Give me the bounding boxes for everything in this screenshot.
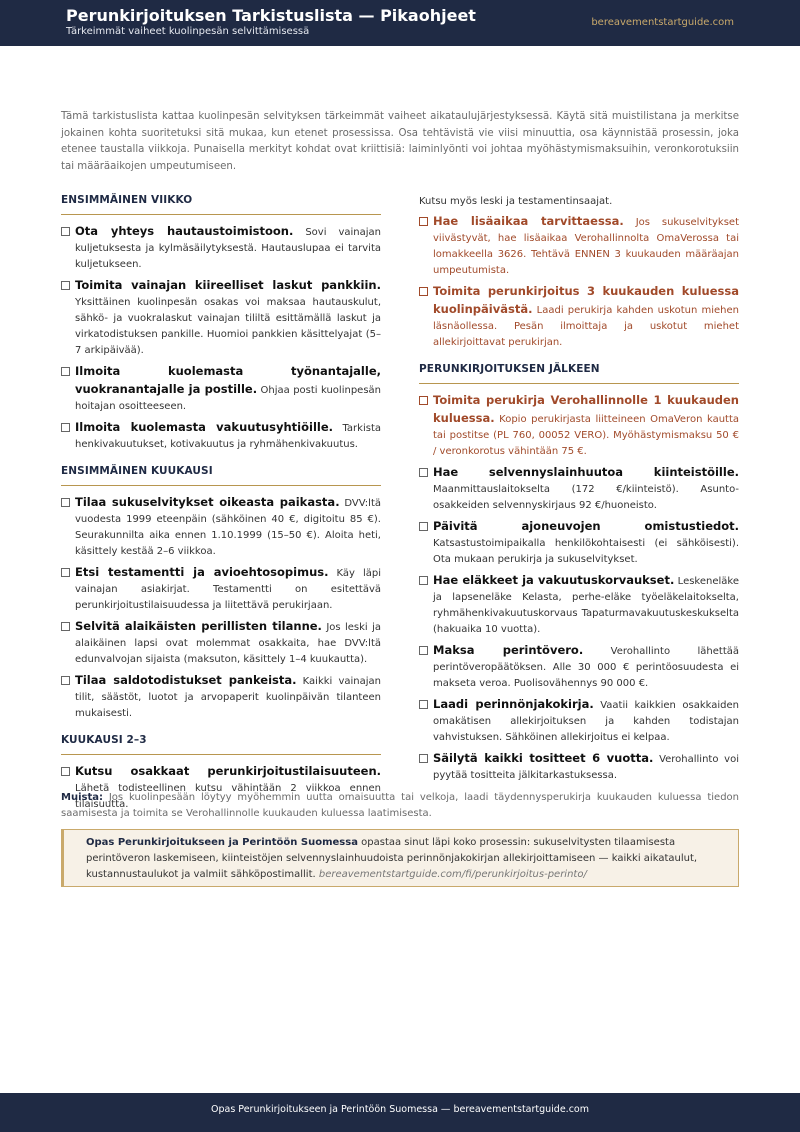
- item-description: Verohallinto voi pyytää tositteita jälkitarkastuksessa.: [433, 754, 739, 781]
- checkbox-icon[interactable]: [61, 676, 70, 685]
- checklist-item[interactable]: [419, 750, 739, 784]
- item-title: Laadi perinnönjakokirja.: [433, 697, 594, 711]
- checklist-item-critical[interactable]: [419, 283, 739, 351]
- header-site-link[interactable]: bereavementstartguide.com: [591, 17, 734, 28]
- item-title: Säilytä kaikki tositteet 6 vuotta.: [433, 751, 654, 765]
- item-title: Kutsu osakkaat perunkirjoitustilaisuuteen.: [75, 764, 381, 778]
- checkbox-icon[interactable]: [61, 367, 70, 376]
- item-description: Katsastustoimipaikalla henkilökohtaisesti (ei sähköisesti). Ota mukaan perukirja ja sukuselvitykset.: [433, 538, 739, 565]
- callout-text: opastaa sinut läpi koko prosessin: sukuselvitysten tilaamisesta perintöveron laskemiseen, kiinteistöjen selvennyslainhuudoista perinnönjakokirjan allekirjoittamiseen — kaikki aikataulut, kustannustaulukot ja valmiit sähköpostimallit.: [86, 837, 698, 880]
- footer: Opas Perunkirjoitukseen ja Perintöön Suomessa — bereavementstartguide.com: [0, 1093, 800, 1132]
- item-title: Toimita vainajan kiireelliset laskut pankkiin.: [75, 278, 381, 292]
- item-description: Leskeneläke ja lapseneläke Kelasta, perhe-eläke työeläkelaitokselta, ryhmähenkivakuutuskorvaus Tapaturmavakuutuskeskukselta (hakuaika 10 vuotta).: [433, 576, 739, 635]
- checklist-item[interactable]: [61, 363, 381, 415]
- item-description: Yksittäinen kuolinpesän osakas voi maksaa hautauskulut, sähkö- ja vuokralaskut vainajan tililtä esittämällä laskut ja virkatodistuksen pankille. Huomioi pankkien käsittelyajat (5–7 arkipäivää).: [75, 297, 381, 356]
- header-bar: [0, 0, 800, 46]
- callout-link[interactable]: bereavementstartguide.com/fi/perunkirjoitus-perinto/: [318, 869, 587, 880]
- page-title: Perunkirjoituksen Tarkistuslista — Pikaohjeet: [66, 6, 476, 25]
- reminder-text: Jos kuolinpesään löytyy myöhemmin uutta omaisuutta tai velkoja, laadi täydennysperukirja kuukauden kuluessa tiedon saamisesta ja toimita se Verohallinnolle kuukauden kuluessa laatimisesta.: [61, 792, 739, 819]
- section-heading-first-week: ENSIMMÄINEN VIIKKO: [61, 194, 381, 215]
- item-title: Hae eläkkeet ja vakuutuskorvaukset.: [433, 573, 675, 587]
- item-title: Tilaa sukuselvitykset oikeasta paikasta.: [75, 495, 340, 509]
- checkbox-icon[interactable]: [419, 576, 428, 585]
- checklist-item[interactable]: [61, 277, 381, 359]
- intro-text: Tämä tarkistuslista kattaa kuolinpesän selvityksen tärkeimmät vaiheet aikataulujärjestyksessä. Käytä sitä muistilistana ja merkitse jokainen kohta suoritetuksi sitä mukaa, kun etenet prosessissa. Osa tehtävistä vie viisi minuuttia, osa käynnistää prosessin, joka etenee taustalla viikkoja. Punaisella merkityt kohdat ovat kriittisiä: laiminlyönti voi johtaa myöhästymismaksuihin, veronkorotuksiin tai määräaikojen umpeutumiseen.: [61, 111, 739, 172]
- checklist-item[interactable]: [419, 696, 739, 746]
- item-title: Selvitä alaikäisten perillisten tilanne.: [75, 619, 322, 633]
- checkbox-icon[interactable]: [419, 646, 428, 655]
- item-title: Etsi testamentti ja avioehtosopimus.: [75, 565, 329, 579]
- checklist-item[interactable]: [61, 223, 381, 273]
- checklist-item[interactable]: [61, 618, 381, 668]
- checklist-item[interactable]: [61, 419, 381, 453]
- item-title: Ota yhteys hautaustoimistoon.: [75, 224, 294, 238]
- item-description: Käy läpi vainajan asiakirjat. Testamentti on esitettävä perunkirjoitustilaisuudessa ja liitettävä perukirjaan.: [75, 568, 381, 611]
- item-description: Maanmittauslaitokselta (172 €/kiinteistö). Asunto-osakkeiden selvennyskirjaus 92 €/huoneisto.: [433, 484, 739, 511]
- item-title: Maksa perintövero.: [433, 643, 584, 657]
- checkbox-icon[interactable]: [61, 767, 70, 776]
- item-description: Kaikki vainajan tilit, säästöt, luotot ja arvopaperit kuolinpäivän tilanteen mukaisesti.: [75, 676, 381, 719]
- item-title: Ilmoita kuolemasta vakuutusyhtiöille.: [75, 420, 334, 434]
- item-description: Jos sukuselvitykset viivästyvät, hae lisäaikaa Verohallinnolta OmaVerossa tai lomakkeella 3626. Tehtävä ENNEN 3 kuukauden määräajan umpeutumista.: [433, 217, 739, 276]
- item-title: Tilaa saldotodistukset pankeista.: [75, 673, 297, 687]
- checkbox-icon[interactable]: [61, 568, 70, 577]
- item-description: Lähetä todisteellinen kutsu vähintään 2 viikkoa ennen tilaisuutta.: [75, 783, 381, 810]
- checkbox-icon[interactable]: [61, 227, 70, 236]
- item-description: DVV:ltä vuodesta 1999 eteenpäin (sähköinen 40 €, digitoitu 85 €). Seurakunnilta aika ennen 1.10.1999 (15–50 €). Aloita heti, käsittely kestää 2–6 viikkoa.: [75, 498, 381, 557]
- item-description: Tarkista henkivakuutukset, kotivakuutus ja ryhmähenkivakuutus.: [75, 423, 381, 450]
- section-heading-after: PERUNKIRJOITUKSEN JÄLKEEN: [419, 363, 739, 384]
- item-description-continued: Kutsu myös leski ja testamentinsaajat.: [419, 196, 613, 207]
- item-description: Laadi perukirja kahden uskotun miehen läsnäollessa. Pesän ilmoittaja ja uskotut miehet allekirjoittavat perukirjan.: [433, 305, 739, 348]
- item-title: Ilmoita kuolemasta työnantajalle, vuokranantajalle ja postille.: [75, 364, 381, 396]
- checkbox-icon[interactable]: [419, 287, 428, 296]
- section-heading-months-2-3: KUUKAUSI 2–3: [61, 734, 381, 755]
- checklist-item-critical[interactable]: [419, 213, 739, 279]
- checkbox-icon[interactable]: [61, 498, 70, 507]
- checkbox-icon[interactable]: [419, 468, 428, 477]
- reminder-label: Muista:: [61, 792, 103, 803]
- item-title: Hae lisäaikaa tarvittaessa.: [433, 214, 624, 228]
- item-title: Päivitä ajoneuvojen omistustiedot.: [433, 519, 739, 533]
- checkbox-icon[interactable]: [61, 281, 70, 290]
- item-description: Verohallinto lähettää perintöveropäätöksen. Alle 30 000 € perintöosuudesta ei makseta veroa. Puolisovähennys 90 000 €.: [433, 646, 739, 689]
- item-description: Jos leski ja alaikäinen lapsi ovat molemmat osakkaita, hae DVV:ltä edunvalvojan sijaista (maksuton, käsittely 1–4 kuukautta).: [75, 622, 381, 665]
- item-description: Kopio perukirjasta liitteineen OmaVeron kautta tai postitse (PL 760, 00052 VERO). Myöhästymismaksu 50 € / veronkorotus vähintään 75 €.: [433, 414, 740, 457]
- checklist-item[interactable]: [61, 494, 381, 560]
- left-column: [61, 194, 381, 817]
- checkbox-icon[interactable]: [419, 700, 428, 709]
- checklist-item[interactable]: [61, 672, 381, 722]
- page-subtitle: Tärkeimmät vaiheet kuolinpesän selvittämisessä: [66, 26, 310, 37]
- item-title: Toimita perunkirjoitus 3 kuukauden kuluessa kuolinpäivästä.: [433, 284, 739, 316]
- checkbox-icon[interactable]: [419, 754, 428, 763]
- checklist-item[interactable]: [419, 642, 739, 692]
- reminder-note: [61, 790, 739, 822]
- item-title: Toimita perukirja Verohallinnolle 1 kuukauden kuluessa.: [433, 393, 739, 425]
- callout-title: Opas Perunkirjoitukseen ja Perintöön Suomessa: [86, 837, 358, 848]
- item-title: Hae selvennyslainhuutoa kiinteistöille.: [433, 465, 739, 479]
- checklist-item-critical[interactable]: [419, 392, 739, 460]
- guide-callout: [61, 829, 739, 887]
- checklist-item[interactable]: [419, 572, 739, 638]
- item-description: Ohjaa posti kuolinpesän hoitajan osoitteeseen.: [75, 385, 381, 412]
- checkbox-icon[interactable]: [419, 217, 428, 226]
- checkbox-icon[interactable]: [419, 522, 428, 531]
- section-heading-first-month: ENSIMMÄINEN KUUKAUSI: [61, 465, 381, 486]
- right-column: [419, 194, 739, 788]
- checkbox-icon[interactable]: [61, 423, 70, 432]
- checkbox-icon[interactable]: [61, 622, 70, 631]
- checklist-item[interactable]: [61, 564, 381, 614]
- item-description: Vaatii kaikkien osakkaiden omakätisen allekirjoituksen ja kahden todistajan vahvistuksen. Sähköinen allekirjoitus ei kelpaa.: [433, 700, 740, 743]
- item-description: Sovi vainajan kuljetuksesta ja kylmäsäilytyksestä. Hautauslupaa ei tarvita kuljetukseen.: [75, 227, 381, 270]
- checklist-item[interactable]: [419, 518, 739, 568]
- checklist-item[interactable]: [419, 464, 739, 514]
- checkbox-icon[interactable]: [419, 396, 428, 405]
